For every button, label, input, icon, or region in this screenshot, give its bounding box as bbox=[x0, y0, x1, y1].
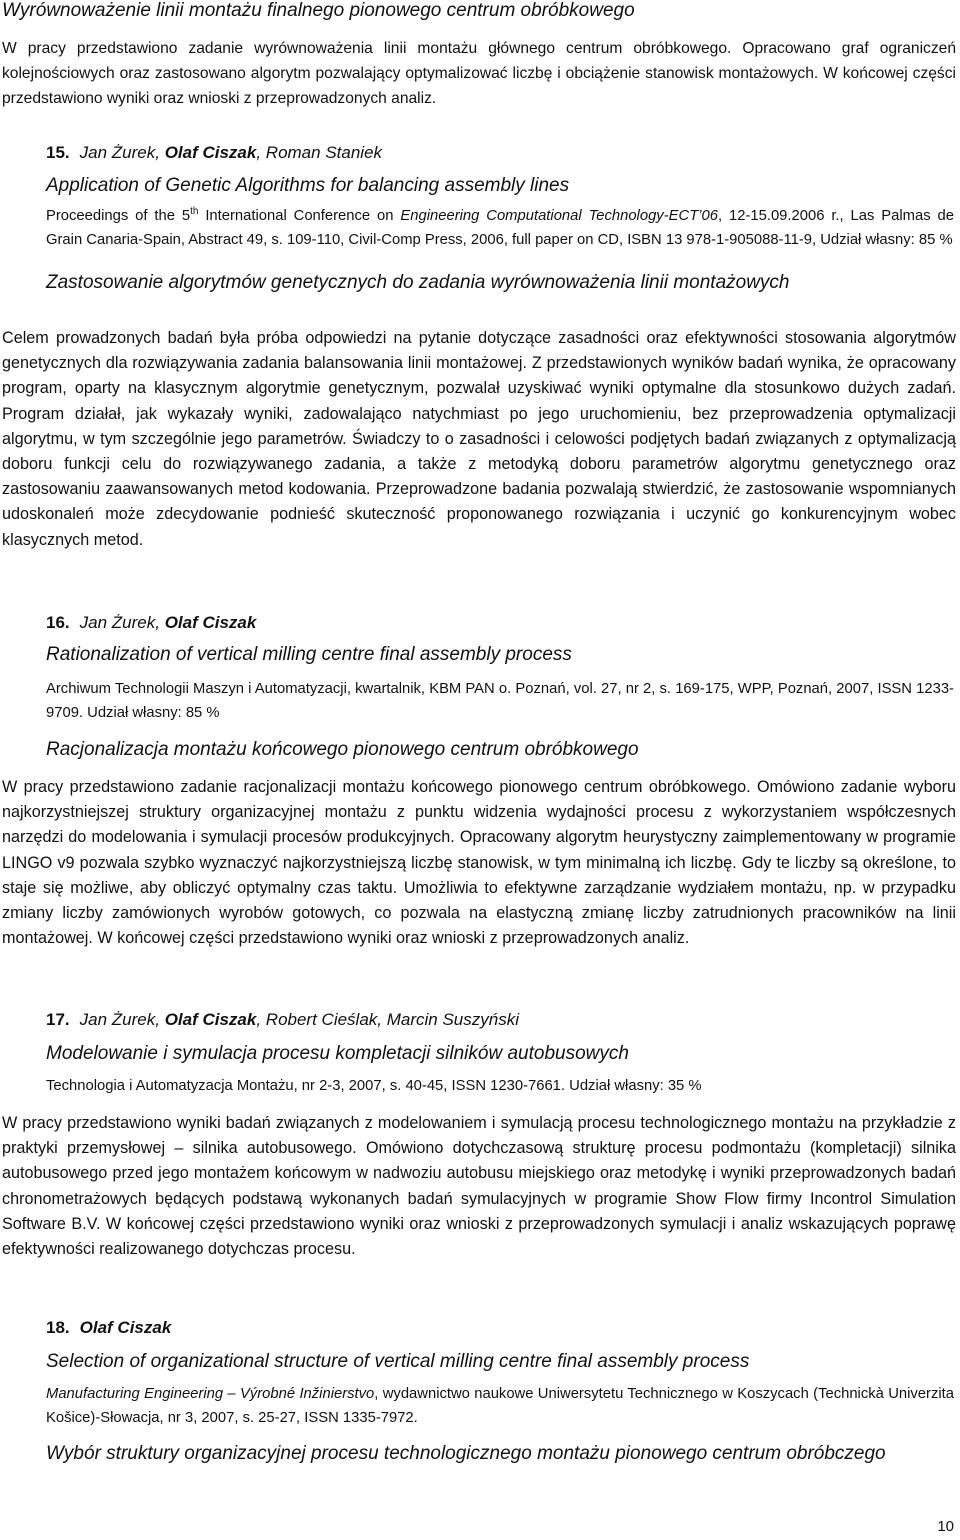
entry-number: 15. bbox=[46, 143, 70, 162]
pub-conference-name: Engineering Computational Technology-ECT’06 bbox=[400, 208, 718, 224]
author-highlighted: Olaf Ciszak bbox=[164, 1010, 257, 1029]
entry-authors bbox=[46, 141, 954, 165]
entry-abstract: W pracy przedstawiono wyniki badań związanych z modelowaniem i symulacją procesu technologicznego montażu na przykładzie z praktyki przemysłowej – silnika autobusowego. Omówiono dotychczasową strukturę procesu podmontażu (kompletacji) silnika autobusowego przed jego montażem końcowym w nadwoziu autobusu miejskiego oraz metodykę i wyniki przeprowadzonych badań chronometrażowych będących podstawą wykonanych badań symulacyjnych w programie Show Flow firmy Incontrol Simulation Software B.V. W końcowej części przedstawiono wyniki oraz wnioski z przeprowadzonych symulacji i analiz wskazujących poprawę efektywności realizowanego dotychczas procesu. bbox=[2, 1114, 956, 1259]
entry-polish-title: Racjonalizacja montażu końcowego pionowego centrum obróbkowego bbox=[46, 739, 639, 760]
pub-superscript: th bbox=[190, 206, 199, 218]
publication-entry-15 bbox=[46, 141, 954, 297]
entry-english-title: Application of Genetic Algorithms for balancing assembly lines bbox=[46, 175, 570, 196]
entry-polish-title: Wybór struktury organizacyjnej procesu technologicznego montażu pionowego centrum obróbczego bbox=[46, 1443, 886, 1464]
author-highlighted: Olaf Ciszak bbox=[164, 143, 257, 162]
pub-text: International Conference on bbox=[198, 208, 401, 224]
publication-entry-18 bbox=[46, 1316, 954, 1468]
entry-publication-details: Technologia i Automatyzacja Montażu, nr 2-3, 2007, s. 40-45, ISSN 1230-7661. Udział własny: 35 % bbox=[46, 1078, 702, 1094]
author-highlighted: Olaf Ciszak bbox=[164, 613, 257, 632]
entry-authors bbox=[46, 1316, 954, 1340]
pub-text: , wydawnictwo naukowe Uniwersytetu Technicznego w Koszycach (Technickà Univerzita Košice)-Słowacja, nr 3, 2007, s. 25-27, ISSN 1335-7972. bbox=[46, 1386, 954, 1426]
pub-text: , 12-15.09.2006 r., Las Palmas de Grain Canaria-Spain, Abstract 49, s. 109-110, Civil-Comp Press, 2006, full paper on CD, ISBN 13 978-1-905088-11-9, Udział własny: 85 % bbox=[46, 208, 954, 248]
entry-authors bbox=[46, 611, 954, 635]
entry-english-title: Modelowanie i symulacja procesu kompletacji silników autobusowych bbox=[46, 1043, 629, 1064]
entry-authors bbox=[46, 1008, 954, 1032]
publication-entry-16 bbox=[46, 611, 954, 764]
entry-abstract: W pracy przedstawiono zadanie racjonalizacji montażu końcowego pionowego centrum obróbkowego. Omówiono zadanie wyboru najkorzystniejszej struktury organizacyjnej montażu z punktu widzenia wydajności procesu z wykorzystaniem współczesnych narzędzi do modelowania i symulacji procesów produkcyjnych. Opracowany algorytm heurystyczny zaimplementowany w programie LINGO v9 pozwala szybko wyznaczyć najkorzystniejszą liczbę stanowisk, w tym minimalną ich liczbę. Gdy te liczby są określone, to staje się możliwe, aby obliczyć optymalny czas taktu. Umożliwia to efektywne zarządzanie wydziałem montażu, np. w przypadku zmiany liczby zamówionych wyrobów gotowych, co pozwala na elastyczną zmianę liczby zatrudnionych pracowników na linii montażowej. W końcowej części przedstawiono wyniki oraz wnioski z przeprowadzonych analiz. bbox=[2, 778, 956, 948]
previous-entry-polish-title: Wyrównoważenie linii montażu finalnego pionowego centrum obróbkowego bbox=[2, 0, 635, 21]
page-number: 10 bbox=[937, 1518, 954, 1535]
entry-polish-title: Zastosowanie algorytmów genetycznych do zadania wyrównoważenia linii montażowych bbox=[46, 272, 790, 293]
entry-number: 17. bbox=[46, 1010, 70, 1029]
author-name: Jan Żurek, bbox=[79, 143, 165, 162]
pub-journal-name: Manufacturing Engineering – Výrobné Inžinierstvo bbox=[46, 1386, 375, 1402]
entry-abstract: Celem prowadzonych badań była próba odpowiedzi na pytanie dotyczące zasadności oraz efektywności stosowania algorytmów genetycznych dla rozwiązywania zadania balansowania linii montażowej. Z przedstawionych wyników badań wynika, że opracowany program, oparty na klasycznym algorytmie genetycznym, pozwalał uzyskiwać wyniki optymalne dla stosunkowo dużych zadań. Program działał, jak wykazały wyniki, zadowalająco natychmiast po jego uruchomieniu, bez przeprowadzenia optymalizacji algorytmu, w tym szczególnie jego parametrów. Świadczy to o zasadności i celowości podjętych badań związanych z optymalizacją doboru funkcji celu do rozwiązywanego zadania, a także z metodyką doboru parametrów algorytmu genetycznego oraz zastosowaniu zaawansowanych metod kodowania. Przeprowadzone badania pozwalają stwierdzić, że zastosowanie wspomnianych udoskonaleń może zdecydowanie podnieść skuteczność proponowanego rozwiązania i uczynić go konkurencyjnym wobec klasycznych metod. bbox=[2, 329, 956, 549]
author-names-rest: , Roman Staniek bbox=[256, 143, 383, 162]
entry-english-title: Selection of organizational structure of vertical milling centre final assembly process bbox=[46, 1351, 750, 1372]
author-name: Jan Żurek, bbox=[79, 1010, 165, 1029]
author-highlighted: Olaf Ciszak bbox=[79, 1318, 172, 1337]
entry-publication-details: Archiwum Technologii Maszyn i Automatyzacji, kwartalnik, KBM PAN o. Poznań, vol. 27, nr 2, s. 169-175, WPP, Poznań, 2007, ISSN 1233-9709. Udział własny: 85 % bbox=[46, 681, 954, 721]
author-names-rest: , Robert Cieślak, Marcin Suszyński bbox=[256, 1010, 519, 1029]
entry-publication-details bbox=[46, 1382, 954, 1430]
entry-number: 18. bbox=[46, 1318, 70, 1337]
pub-text: Proceedings of the 5 bbox=[46, 208, 191, 224]
entry-publication-details bbox=[46, 204, 954, 252]
previous-entry-abstract: W pracy przedstawiono zadanie wyrównoważenia linii montażu głównego centrum obróbkowego. Opracowano graf ograniczeń kolejnościowych oraz zastosowano algorytm pozwalający optymalizować liczbę i obciążenie stanowisk montażowych. W końcowej części przedstawiono wyniki oraz wnioski z przeprowadzonych analiz. bbox=[2, 40, 956, 108]
author-name: Jan Żurek, bbox=[79, 613, 165, 632]
entry-english-title: Rationalization of vertical milling centre final assembly process bbox=[46, 644, 572, 665]
publication-entry-17 bbox=[46, 1008, 954, 1098]
entry-number: 16. bbox=[46, 613, 70, 632]
